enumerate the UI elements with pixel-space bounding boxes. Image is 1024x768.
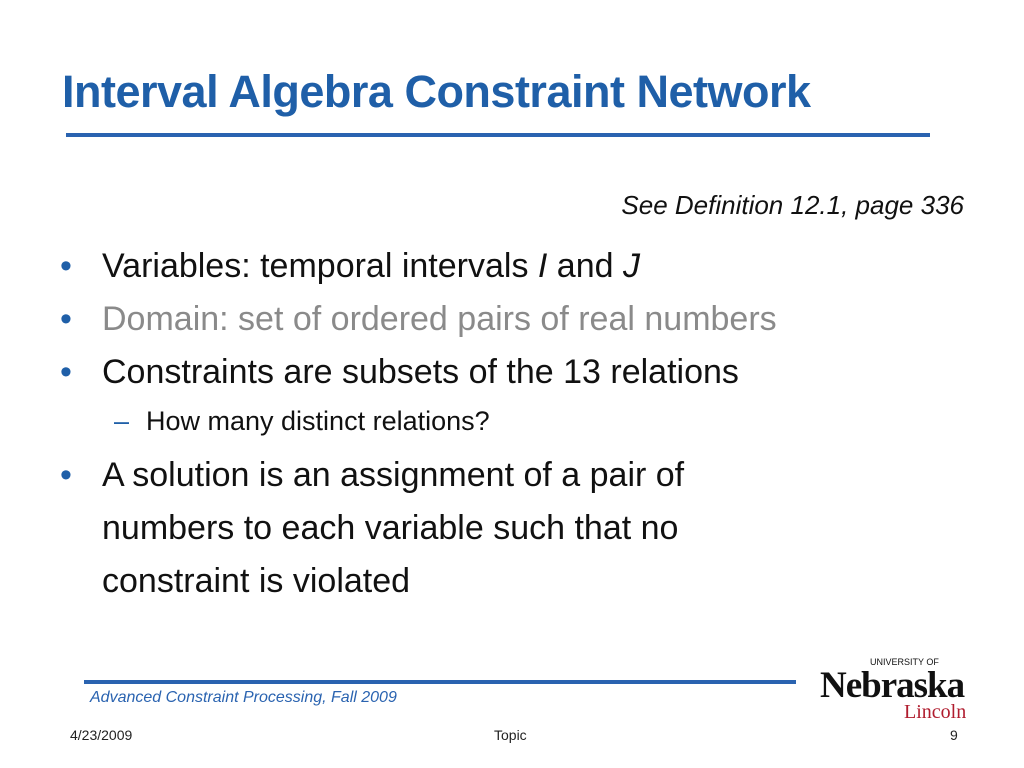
bullet-variables xyxy=(60,240,960,293)
slide-title: Interval Algebra Constraint Network xyxy=(62,66,811,117)
footer-topic: Topic xyxy=(494,727,527,743)
bullet-line: numbers to each variable such that no xyxy=(102,509,679,547)
course-footer: Advanced Constraint Processing, Fall 2009 xyxy=(90,689,397,706)
logo-lincoln-text: Lincoln xyxy=(904,701,967,722)
definition-reference: See Definition 12.1, page 336 xyxy=(621,190,964,220)
nebraska-logo xyxy=(818,652,968,722)
bullet-text: Domain: set of ordered pairs of real numbers xyxy=(102,300,777,338)
bullet-text: Variables: temporal intervals xyxy=(102,247,538,285)
logo-nebraska-text: Nebraska xyxy=(820,665,965,706)
bullet-icon: • xyxy=(60,353,72,391)
bullet-constraints xyxy=(60,346,960,399)
bullet-text: and xyxy=(547,247,623,285)
logo-university-text: UNIVERSITY OF xyxy=(870,657,939,667)
sub-bullet-text: How many distinct relations? xyxy=(146,406,490,436)
bullet-line: constraint is violated xyxy=(102,562,411,600)
sub-bullet-relations xyxy=(60,401,960,441)
bullet-text: Constraints are subsets of the 13 relations xyxy=(102,353,739,391)
bullet-solution xyxy=(60,449,960,608)
dash-icon: – xyxy=(114,406,130,436)
bullet-icon: • xyxy=(60,456,72,494)
bullet-line: A solution is an assignment of a pair of xyxy=(102,456,685,494)
title-underline xyxy=(66,133,930,137)
bullet-list xyxy=(60,240,960,608)
page-number: 9 xyxy=(950,727,958,743)
var-j: J xyxy=(622,247,640,285)
footer-date: 4/23/2009 xyxy=(70,727,133,743)
var-i: I xyxy=(537,247,548,285)
footer-rule xyxy=(84,680,796,684)
bullet-icon: • xyxy=(60,300,72,338)
bullet-domain xyxy=(60,293,960,346)
bullet-icon: • xyxy=(60,247,72,285)
